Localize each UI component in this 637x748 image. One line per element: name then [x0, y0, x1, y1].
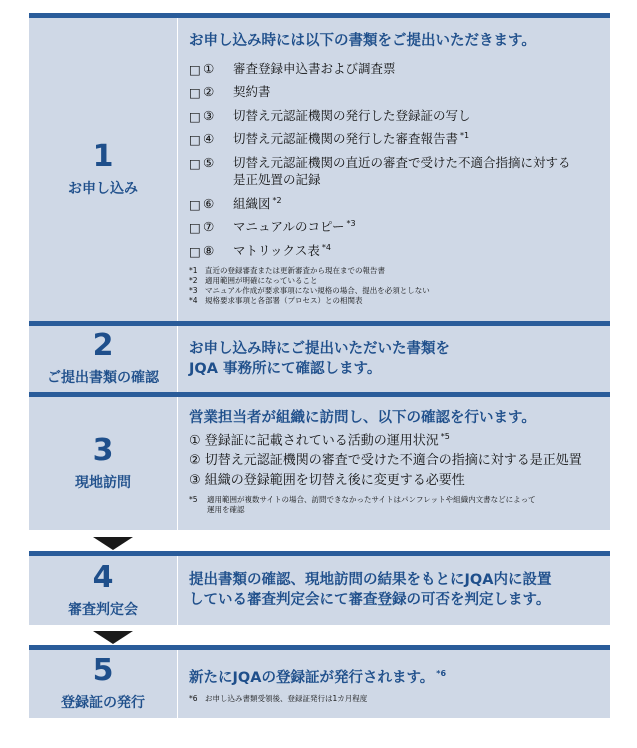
checkbox-icon: □ — [189, 132, 201, 148]
item-number: ③ — [203, 107, 215, 123]
checkbox-icon: □ — [189, 244, 201, 260]
footnote-marker: *2 — [272, 195, 282, 205]
step-label: 現地訪問 — [75, 474, 131, 491]
check-item — [189, 431, 604, 451]
step-heading: 提出書類の確認、現地訪問の結果をもとにJQA内に設置 — [189, 572, 552, 588]
flow-arrow-down — [93, 537, 133, 550]
step-3-label-column — [29, 397, 178, 530]
document-item — [189, 107, 604, 125]
step-5-label-column — [29, 650, 178, 718]
step-heading-text: 新たにJQAの登録証が発行されます。 — [189, 670, 435, 686]
checkbox-icon: □ — [189, 196, 201, 212]
step-4-content — [189, 556, 604, 610]
item-text: マニュアルのコピー — [233, 219, 345, 235]
item-number: ④ — [203, 131, 215, 147]
step-5-content — [189, 650, 604, 704]
flow-arrow-down — [93, 631, 133, 644]
step-3-panel — [29, 392, 610, 530]
checkbox-icon: □ — [189, 61, 201, 77]
item-text: 審査登録申込書および調査票 — [233, 60, 396, 76]
step-2-panel — [29, 321, 610, 392]
footnote-line: 適用範囲が複数サイトの場合、訪問できなかったサイトはパンフレットや組織内文書などによって — [207, 495, 536, 505]
document-item — [189, 195, 604, 213]
step-4-panel — [29, 551, 610, 625]
footnote-marker: *4 — [321, 243, 331, 253]
footnote-marker: *3 — [346, 219, 356, 229]
check-item — [189, 471, 604, 491]
footnote — [189, 495, 604, 515]
check-text: ③ 組織の登録範囲を切替え後に変更する必要性 — [189, 473, 465, 489]
item-text: 組織図 — [233, 195, 271, 211]
document-item — [189, 83, 604, 101]
footnotes — [189, 266, 604, 307]
step-1-panel — [29, 13, 610, 321]
step-2-content — [189, 326, 604, 379]
step-label: 登録証の発行 — [61, 695, 145, 711]
step-heading-line-2: JQA 事務所にて確認します。 — [189, 360, 382, 377]
step-label: 審査判定会 — [68, 601, 138, 618]
checkbox-icon: □ — [189, 108, 201, 124]
step-heading: お申し込み時にご提出いただいた書類を — [189, 341, 450, 357]
footnote-marker: *6 — [436, 669, 447, 679]
check-text: ② 切替え元認証機関の審査で受けた不適合の指摘に対する是正処置 — [189, 453, 582, 469]
step-label: ご提出書類の確認 — [47, 370, 159, 386]
step-1-content — [189, 18, 604, 306]
footnote: *3 マニュアル作成が要求事項にない規格の場合、提出を必須としない — [189, 285, 430, 295]
step-label: お申し込み — [68, 180, 138, 197]
step-5-panel — [29, 645, 610, 718]
item-text-continued: 是正処置の記録 — [233, 172, 321, 188]
item-text: 切替え元認証機関の発行した登録証の写し — [233, 107, 471, 123]
step-2-label-column — [29, 326, 178, 392]
step-3-content — [189, 397, 604, 516]
footnote: *4 規格要求事項と各部署（プロセス）との相関表 — [189, 296, 363, 306]
checkbox-icon: □ — [189, 155, 201, 171]
footnote-mark: *5 — [189, 495, 198, 505]
document-item — [189, 242, 604, 260]
document-item — [189, 60, 604, 78]
item-text: 切替え元認証機関の直近の審査で受けた不適合指摘に対する — [233, 154, 571, 170]
item-text: 契約書 — [233, 84, 271, 100]
item-number: ⑧ — [203, 243, 215, 259]
footnote-marker: *5 — [440, 431, 450, 441]
item-number: ② — [203, 84, 215, 100]
document-item — [189, 130, 604, 148]
item-text: マトリックス表 — [233, 243, 320, 259]
footnote-line: 運用を確認 — [207, 505, 245, 515]
item-text: 切替え元認証機関の発行した審査報告書 — [233, 131, 459, 147]
footnote: *1 直近の登録審査または更新審査から現在までの報告書 — [189, 265, 386, 275]
item-number: ⑦ — [203, 219, 215, 235]
step-number: 2 — [92, 328, 114, 363]
step-heading-line-2: している審査判定会にて審査登録の可否を判定します。 — [189, 591, 551, 608]
item-number: ⑥ — [203, 195, 215, 211]
step-heading: お申し込み時には以下の書類をご提出いただきます。 — [189, 33, 536, 49]
item-number: ① — [203, 60, 215, 76]
step-1-label-column — [29, 18, 178, 321]
footnote: *6 お申し込み書類受領後、登録証発行は1カ月程度 — [189, 693, 368, 703]
step-number: 1 — [92, 138, 114, 174]
check-text: ① 登録証に記載されている活動の運用状況 — [189, 432, 439, 448]
step-4-label-column — [29, 556, 178, 625]
document-item — [189, 154, 604, 189]
footnote-marker: *1 — [460, 131, 470, 141]
step-number: 5 — [92, 653, 114, 688]
step-heading: 営業担当者が組織に訪問し、以下の確認を行います。 — [189, 410, 536, 426]
document-item — [189, 218, 604, 236]
item-number: ⑤ — [203, 154, 215, 170]
step-heading — [189, 669, 604, 689]
step-number: 3 — [92, 432, 114, 468]
footnote: *2 適用範囲が明確になっていること — [189, 275, 318, 285]
checkbox-icon: □ — [189, 220, 201, 236]
step-number: 4 — [92, 559, 114, 595]
checkbox-icon: □ — [189, 85, 201, 101]
check-item — [189, 451, 604, 471]
